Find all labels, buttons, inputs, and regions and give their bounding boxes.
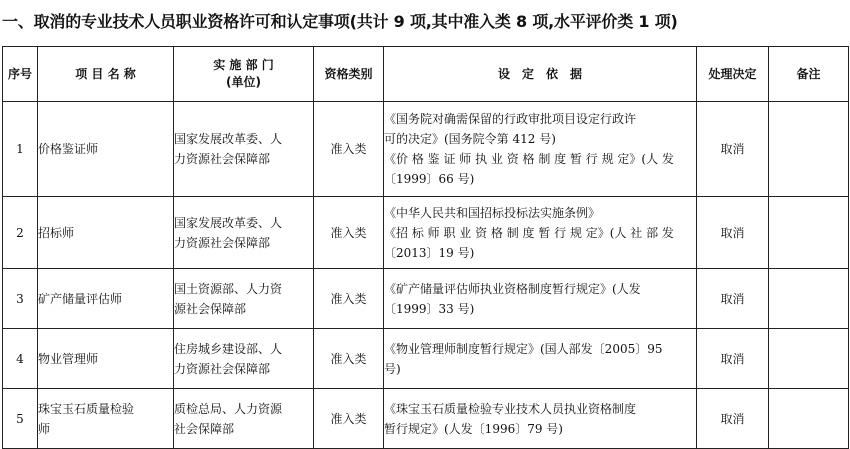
cell-basis-line: 《中华人民共和国招标投标法实施条例》 (384, 205, 601, 220)
cell-basis-line: 可的决定》(国务院令第 412 号) (384, 132, 556, 146)
cell-note (769, 197, 849, 269)
cell-basis-line: 号) (384, 361, 401, 376)
cell-basis-line: 《国务院对确需保留的行政审批项目设定行政许 (384, 112, 637, 126)
cell-basis-line: 〔1999〕33 号) (384, 301, 475, 316)
cell-note (769, 269, 849, 329)
cell-basis-line: 《珠宝玉石质量检验专业技术人员执业资格制度 (384, 401, 637, 416)
cell-dept (174, 389, 314, 449)
header-dept-line2: (单位) (226, 75, 261, 89)
table-row (3, 197, 849, 269)
cell-type: 准入类 (314, 102, 384, 197)
header-decision: 处理决定 (697, 47, 769, 102)
header-row (3, 47, 849, 102)
cell-basis (384, 389, 697, 449)
table-row (3, 102, 849, 197)
cell-type: 准入类 (314, 269, 384, 329)
header-basis: 设 定 依 据 (384, 47, 697, 102)
cell-no: 1 (3, 102, 38, 197)
cell-decision: 取消 (697, 269, 769, 329)
cell-no: 5 (3, 389, 38, 449)
cell-dept-line: 力资源社会保障部 (174, 152, 271, 166)
cell-no: 2 (3, 197, 38, 269)
header-name: 项 目 名 称 (38, 47, 174, 102)
cell-basis-line: 《价 格 鉴 证 师 执 业 资 格 制 度 暂 行 规 定》(人 发 (384, 152, 674, 166)
cell-basis (384, 102, 697, 197)
cell-name-line: 矿产储量评估师 (38, 291, 123, 306)
cell-basis (384, 197, 697, 269)
cell-type: 准入类 (314, 389, 384, 449)
cell-name-line: 珠宝玉石质量检验 (38, 401, 135, 416)
cell-dept (174, 329, 314, 389)
cell-type: 准入类 (314, 329, 384, 389)
cell-name-line: 师 (38, 421, 51, 436)
cell-dept-line: 住房城乡建设部、人 (174, 341, 283, 356)
cell-dept (174, 102, 314, 197)
cell-name-line: 物业管理师 (38, 351, 99, 366)
cell-dept-line: 国家发展改革委、人 (174, 132, 283, 146)
cell-name (38, 197, 174, 269)
cell-dept-line: 力资源社会保障部 (174, 235, 271, 250)
qualification-table (2, 46, 849, 449)
cell-dept-line: 国家发展改革委、人 (174, 215, 283, 230)
cell-basis-line: 《矿产储量评估师执业资格制度暂行规定》(人发 (384, 281, 641, 296)
cell-name-line: 价格鉴证师 (38, 142, 99, 156)
cell-basis-line: 暂行规定》(人发〔1996〕79 号) (384, 421, 563, 436)
cell-basis-line: 〔2013〕19 号) (384, 245, 475, 260)
cell-note (769, 102, 849, 197)
cell-decision: 取消 (697, 197, 769, 269)
cell-note (769, 329, 849, 389)
cell-dept-line: 国土资源部、人力资 (174, 281, 283, 296)
table-row (3, 389, 849, 449)
cell-name (38, 389, 174, 449)
cell-name (38, 269, 174, 329)
cell-dept-line: 社会保障部 (174, 421, 235, 436)
cell-decision: 取消 (697, 389, 769, 449)
cell-dept-line: 质检总局、人力资源 (174, 401, 283, 416)
cell-basis-line: 〔1999〕66 号) (384, 172, 475, 186)
table-row (3, 329, 849, 389)
cell-dept-line: 源社会保障部 (174, 301, 247, 316)
header-dept (174, 47, 314, 102)
header-note: 备注 (769, 47, 849, 102)
header-dept-line1: 实 施 部 门 (213, 58, 274, 72)
page-title: 一、取消的专业技术人员职业资格许可和认定事项(共计 9 项,其中准入类 8 项,水平评价类 1 项) (2, 12, 678, 31)
cell-name (38, 329, 174, 389)
cell-no: 4 (3, 329, 38, 389)
cell-decision: 取消 (697, 329, 769, 389)
cell-type: 准入类 (314, 197, 384, 269)
cell-dept-line: 力资源社会保障部 (174, 361, 271, 376)
cell-dept (174, 269, 314, 329)
header-type: 资格类别 (314, 47, 384, 102)
table-row (3, 269, 849, 329)
cell-no: 3 (3, 269, 38, 329)
header-no: 序号 (3, 47, 38, 102)
cell-basis (384, 269, 697, 329)
cell-basis-line: 《物业管理师制度暂行规定》(国人部发〔2005〕95 (384, 341, 663, 356)
cell-name (38, 102, 174, 197)
cell-basis (384, 329, 697, 389)
cell-decision: 取消 (697, 102, 769, 197)
cell-dept (174, 197, 314, 269)
cell-basis-line: 《招 标 师 职 业 资 格 制 度 暂 行 规 定》(人 社 部 发 (384, 225, 674, 240)
cell-note (769, 389, 849, 449)
cell-name-line: 招标师 (38, 225, 75, 240)
